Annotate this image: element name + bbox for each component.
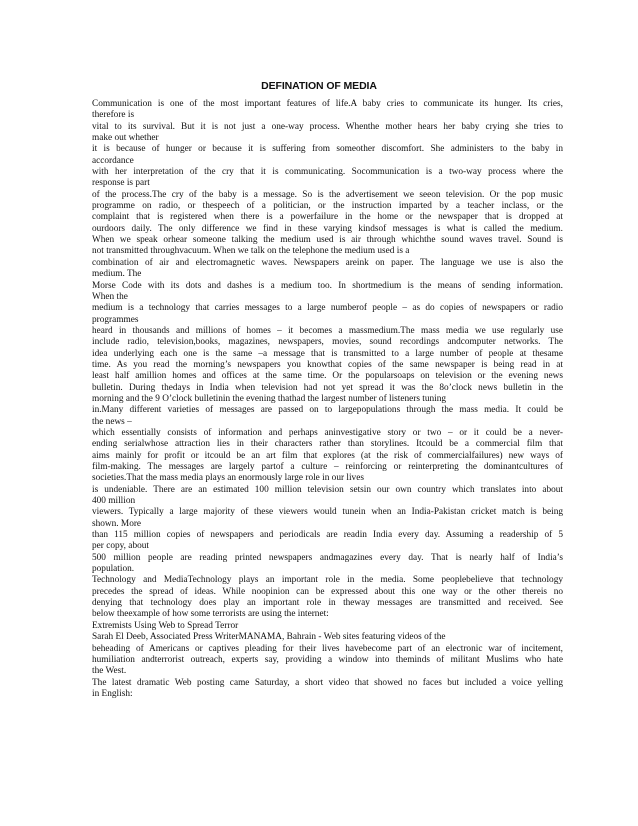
body-text-line: time. As you read the morning’s newspapers you knowthat copies of the same newspaper is being read in at — [92, 359, 563, 370]
body-text-line: accordance — [92, 155, 134, 166]
body-text-line: idea underlying each one is the same –a message that is transmitted to a large number of people at thesame — [92, 348, 563, 359]
body-text-line: complaint that is registered when there is a powerfailure in the home or the newspaper that is dropped at — [92, 212, 563, 223]
body-text-line: Extremists Using Web to Spread Terror — [92, 620, 239, 631]
body-text-line: in English: — [92, 688, 133, 699]
body-text-line: heard in thousands and millions of homes – it becomes a massmedium.The mass media we use regularly use — [92, 325, 563, 336]
body-text-line: with her interpretation of the cry that it is communicating. Socommunication is a two-way process where the — [92, 167, 563, 178]
body-text-line: of the process.The cry of the baby is a message. So is the advertisement we seeon television. Or the pop music — [92, 189, 563, 200]
body-text-line: Morse Code with its dots and dashes is a medium too. In shortmedium is the means of sending information. — [92, 280, 563, 291]
body-text-line: population. — [92, 564, 135, 575]
body-text-line: The latest dramatic Web posting came Saturday, a short video that showed no faces but included a voice yelling — [92, 677, 563, 688]
body-text-line: viewers. Typically a large majority of these viewers would tunein when an India-Pakistan cricket match is being — [92, 507, 563, 518]
body-text-line: bulletin. During thedays in India when television had not yet spread it was the 8o’clock news bulletin in the — [92, 382, 563, 393]
body-text-line: precedes the spread of ideas. While noopinion can be expressed about this one way or the other thereis no — [92, 586, 563, 597]
body-text-line: aims mainly for profit or itcould be an art film that explores (at the risk of commercialfailures) new ways of — [92, 450, 563, 461]
body-text-line: include radio, television,books, magazines, newspapers, movies, sound recordings andcomputer networks. The — [92, 337, 563, 348]
body-text-line: denying that technology does play an important role in theway messages are transmitted and received. See — [92, 598, 563, 609]
body-text-line: which essentially consists of information and perhaps aninvestigative story or two – or it could be a never- — [92, 427, 563, 438]
body-text-line: When the — [92, 291, 128, 302]
body-text-line: ourdoors daily. The only difference we find in these varying kindsof messages is what is called the medium. — [92, 223, 563, 234]
document-body — [92, 99, 563, 700]
body-text-line: the news – — [92, 416, 132, 427]
body-text-line: make out whether — [92, 133, 159, 144]
body-text-line: programmes — [92, 314, 139, 325]
document-title: DEFINATION OF MEDIA — [261, 80, 377, 92]
body-text-line: medium. The — [92, 269, 142, 280]
body-text-line: Technology and MediaTechnology plays an important role in the media. Some peoplebelieve that technology — [92, 575, 563, 586]
body-text-line: programme on radio, or thespeech of a politician, or the instruction imparted by a teacher inclass, or the — [92, 201, 563, 212]
body-text-line: film-making. The messages are largely partof a culture – reinforcing or reinterpreting the dominantcultures of — [92, 462, 563, 472]
body-text-line: shown. More — [92, 518, 142, 529]
body-text-line: than 115 million copies of newspapers and periodicals are readin India every day. Assuming a readership of 5 — [92, 530, 563, 541]
body-text-line: 500 million people are reading printed newspapers andmagazines every day. That is nearly half of India’s — [92, 552, 563, 563]
body-text-line: below theexample of how some terrorists are using the internet: — [92, 609, 329, 620]
body-text-line: morning and the 9 O’clock bulletinin the evening thathad the largest number of listeners tuning — [92, 393, 447, 404]
body-text-line: therefore is — [92, 110, 135, 121]
body-text-line: least half amillion homes and offices at the same time. Or the popularsoaps on television or the evening news — [92, 371, 563, 382]
body-text-line: Sarah El Deeb, Associated Press WriterMANAMA, Bahrain - Web sites featuring videos of the — [92, 632, 446, 643]
body-text-line: 400 million — [92, 496, 136, 507]
body-text-line: medium is a technology that carries messages to a large numberof people – as do copies of newspapers or radio — [92, 303, 563, 314]
body-text-line: in.Many different varieties of messages are passed on to largepopulations through the mass media. It could be — [92, 405, 563, 416]
body-text-line: Communication is one of the most important features of life.A baby cries to communicate its hunger. Its cries, — [92, 99, 563, 109]
body-text-line: ending serialwhose attraction lies in their characters rather than storylines. Itcould be a commercial film that — [92, 439, 563, 450]
body-text-line: the West. — [92, 666, 127, 677]
body-text-line: per copy, about — [92, 541, 149, 552]
body-text-line: vital to its survival. But it is not just a one-way process. Whenthe mother hears her baby crying she tries to — [92, 121, 563, 132]
body-text-line: When we speak orhear someone talking the medium used is air through whichthe sound waves travel. Sound is — [92, 235, 563, 246]
body-text-line: is undeniable. There are an estimated 100 million television setsin our own country which translates into about — [92, 484, 563, 495]
body-text-line: combination of air and electromagnetic waves. Newspapers areink on paper. The language we use is also the — [92, 257, 563, 268]
body-text-line: beheading of Americans or captives pleading for their lives havebecome part of an electronic war of incitement, — [92, 643, 563, 654]
body-text-line: not transmitted throughvacuum. When we talk on the telephone the medium used is a — [92, 246, 410, 257]
body-text-line: humiliation andterrorist outreach, experts say, providing a window into theminds of militant Muslims who hate — [92, 654, 563, 665]
body-text-line: it is because of hunger or because it is suffering from someother discomfort. She administers to the baby in — [92, 144, 563, 155]
body-text-line: response is part — [92, 178, 150, 189]
body-text-line: societies.That the mass media plays an enormously large role in our lives — [92, 473, 364, 484]
